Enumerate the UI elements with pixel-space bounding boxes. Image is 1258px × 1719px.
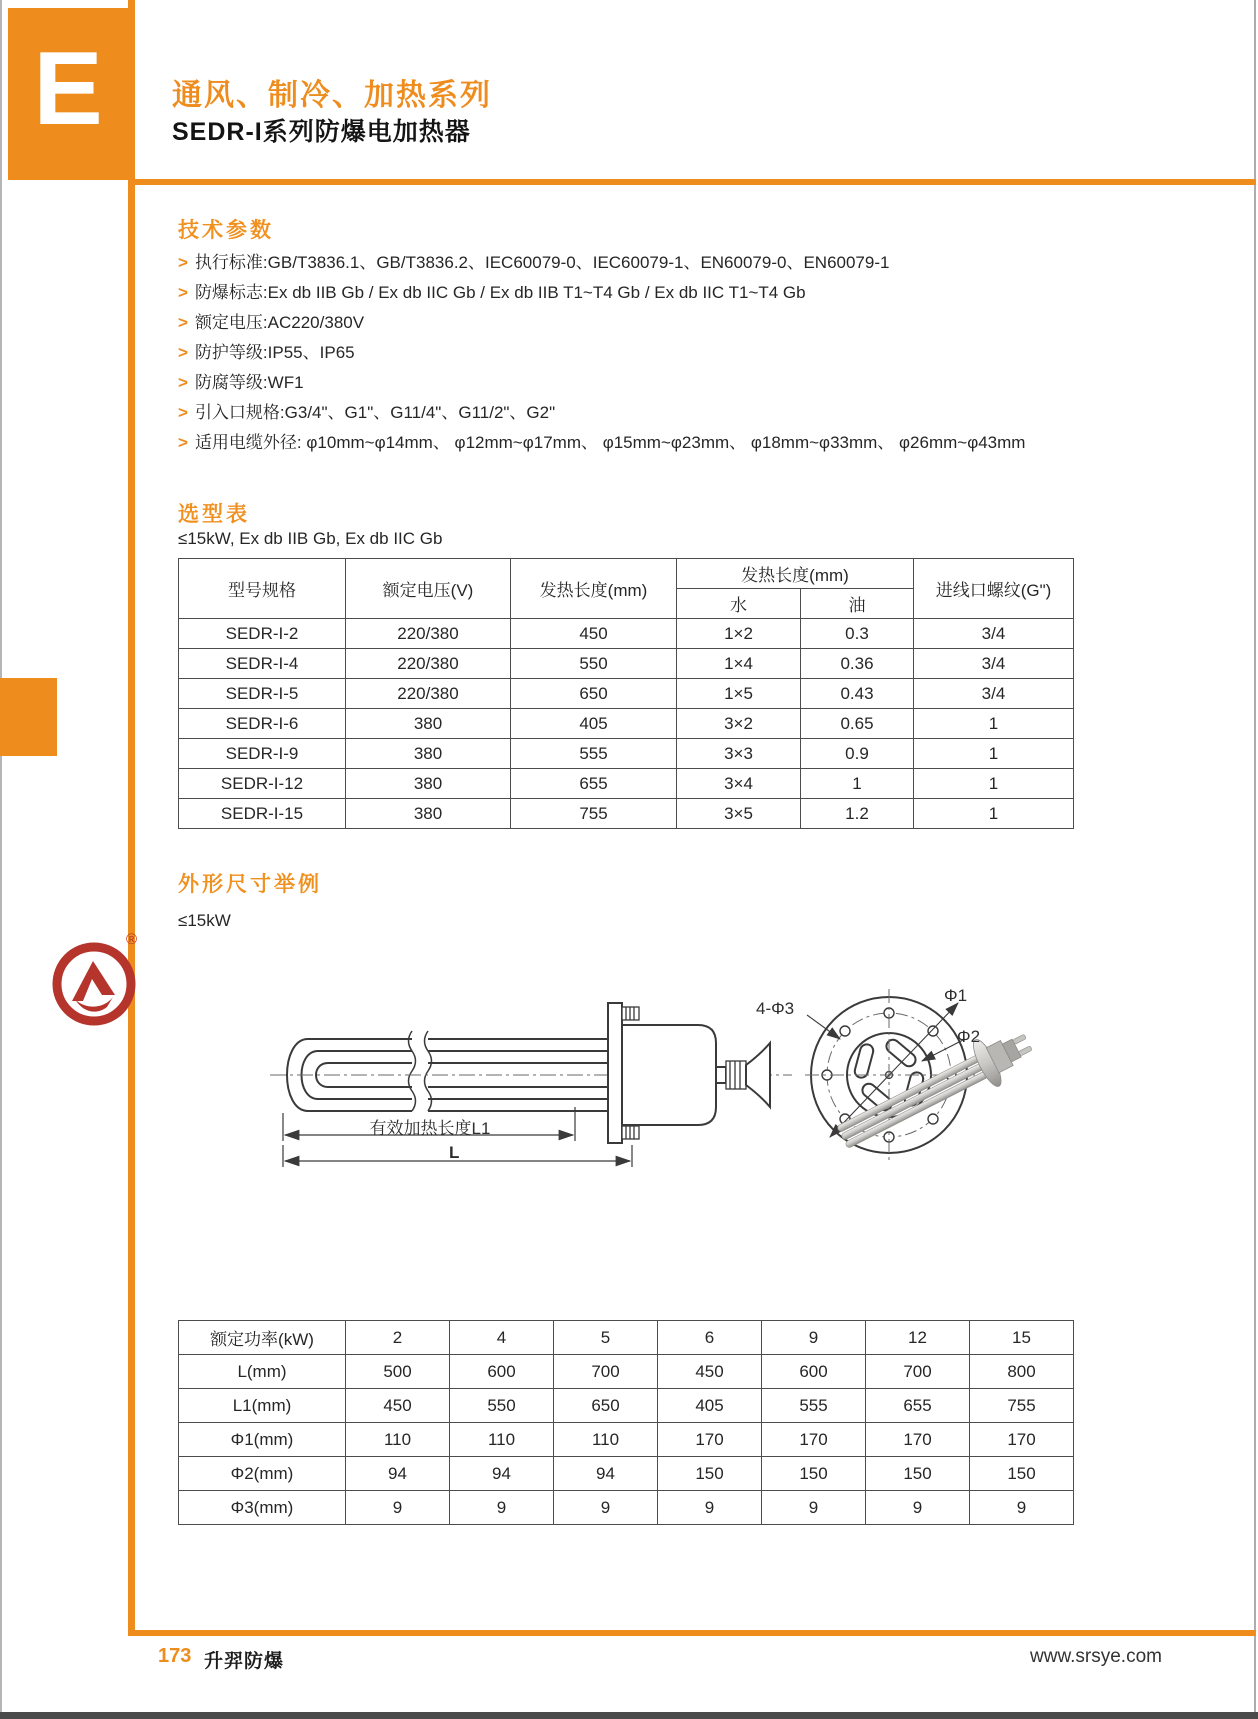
row-label: L1(mm) xyxy=(179,1389,346,1423)
table-row xyxy=(179,649,1074,679)
footer-website: www.srsye.com xyxy=(1030,1646,1162,1667)
cell: 550 xyxy=(450,1389,554,1423)
footer-brand: 升羿防爆 xyxy=(204,1651,285,1672)
param-text: 防腐等级:WF1 xyxy=(194,373,304,392)
param-text: 引入口规格:G3/4"、G1"、G11/4"、G11/2"、G2" xyxy=(194,403,556,422)
cell: 9 xyxy=(346,1491,450,1525)
table-row xyxy=(179,619,1074,649)
table-row xyxy=(179,709,1074,739)
cell: 600 xyxy=(762,1355,866,1389)
cell: 405 xyxy=(658,1389,762,1423)
cell: 3×5 xyxy=(677,799,801,829)
selection-table-note: ≤15kW, Ex db IIB Gb, Ex db IIC Gb xyxy=(178,529,443,548)
cell: 0.36 xyxy=(801,649,914,679)
cell: 0.65 xyxy=(801,709,914,739)
bullet-glyph: > xyxy=(178,403,188,422)
bolt-bottom xyxy=(622,1126,639,1139)
cell: 150 xyxy=(866,1457,970,1491)
cell: 3/4 xyxy=(914,619,1074,649)
tech-params-heading: 技术参数 xyxy=(178,219,274,242)
cell: 9 xyxy=(762,1491,866,1525)
param-line xyxy=(178,398,1108,428)
cell: 1×4 xyxy=(677,649,801,679)
photo-terminal-pin xyxy=(1013,1034,1027,1044)
product-subtitle: SEDR-I系列防爆电加热器 xyxy=(172,118,471,146)
cell: 650 xyxy=(554,1389,658,1423)
registered-mark: ® xyxy=(126,931,138,948)
cell: 2 xyxy=(346,1321,450,1355)
cell: 4 xyxy=(450,1321,554,1355)
param-line xyxy=(178,428,1108,458)
cell: 220/380 xyxy=(346,679,511,709)
cell: 755 xyxy=(511,799,677,829)
cell: 170 xyxy=(762,1423,866,1457)
page-edge-bottom xyxy=(0,1712,1258,1719)
label-effective-length: 有效加热长度L1 xyxy=(369,1119,491,1138)
cell-model: SEDR-I-4 xyxy=(179,649,346,679)
label-phi1: Φ1 xyxy=(944,986,968,1005)
cell: 170 xyxy=(658,1423,762,1457)
flange-plate xyxy=(608,1003,622,1143)
page-side-tab xyxy=(0,678,57,756)
cell: 110 xyxy=(554,1423,658,1457)
terminal-housing xyxy=(622,1025,716,1125)
col-header-thread: 进线口螺纹(G") xyxy=(914,559,1074,619)
cell-model: SEDR-I-6 xyxy=(179,709,346,739)
table-row xyxy=(179,739,1074,769)
cell: 380 xyxy=(346,739,511,769)
cell: 9 xyxy=(554,1491,658,1525)
flange-and-housing xyxy=(608,1003,770,1143)
cell: 170 xyxy=(970,1423,1074,1457)
cell: 800 xyxy=(970,1355,1074,1389)
table-row xyxy=(179,1491,1074,1525)
col-header-heat-length: 发热长度(mm) xyxy=(511,559,677,619)
cell: 5 xyxy=(554,1321,658,1355)
page-edge-right xyxy=(1254,0,1256,1719)
cell: 1×5 xyxy=(677,679,801,709)
cell-model: SEDR-I-9 xyxy=(179,739,346,769)
cell: 1 xyxy=(914,799,1074,829)
cell: 150 xyxy=(970,1457,1074,1491)
dimensions-note: ≤15kW xyxy=(178,911,231,930)
table-row xyxy=(179,1355,1074,1389)
series-title: 通风、制冷、加热系列 xyxy=(172,79,492,112)
gland-horn xyxy=(746,1043,770,1107)
cell: 0.3 xyxy=(801,619,914,649)
cell: 110 xyxy=(346,1423,450,1457)
cell: 450 xyxy=(658,1355,762,1389)
label-total-length: L xyxy=(449,1143,460,1162)
table-row xyxy=(179,679,1074,709)
cell: 655 xyxy=(511,769,677,799)
cell: 555 xyxy=(762,1389,866,1423)
cell: 220/380 xyxy=(346,649,511,679)
param-text: 防爆标志:Ex db IIB Gb / Ex db IIC Gb / Ex db IIB T1~T4 Gb / Ex db IIC T1~T4 Gb xyxy=(194,283,806,302)
table-row xyxy=(179,769,1074,799)
param-text: 适用电缆外径: φ10mm~φ14mm、 φ12mm~φ17mm、 φ15mm~φ23mm、 φ18mm~φ33mm、 φ26mm~φ43mm xyxy=(194,433,1026,452)
bullet-glyph: > xyxy=(178,253,188,272)
table-row xyxy=(179,1457,1074,1491)
cell: 1 xyxy=(801,769,914,799)
col-header-model: 型号规格 xyxy=(179,559,346,619)
cell: 6 xyxy=(658,1321,762,1355)
dimension-drawing xyxy=(230,955,1040,1205)
cell: 170 xyxy=(866,1423,970,1457)
cell: 380 xyxy=(346,769,511,799)
section-letter-block xyxy=(8,8,128,180)
cell: 555 xyxy=(511,739,677,769)
cell: 0.9 xyxy=(801,739,914,769)
bullet-glyph: > xyxy=(178,343,188,362)
cell: 9 xyxy=(450,1491,554,1525)
gland-nut xyxy=(726,1061,746,1089)
cell: 1 xyxy=(914,709,1074,739)
cell: 405 xyxy=(511,709,677,739)
dimensions-heading: 外形尺寸举例 xyxy=(178,873,322,896)
bullet-glyph: > xyxy=(178,313,188,332)
cell: 9 xyxy=(658,1491,762,1525)
page-edge-left xyxy=(0,0,2,1719)
param-line xyxy=(178,278,1108,308)
cell: 3/4 xyxy=(914,679,1074,709)
cell: 1 xyxy=(914,739,1074,769)
cell: 15 xyxy=(970,1321,1074,1355)
bolt-top xyxy=(622,1007,639,1020)
footer-page-number: 173 xyxy=(158,1645,192,1667)
photo-terminal-pin xyxy=(1018,1046,1032,1056)
selection-table xyxy=(178,558,1074,829)
col-header-water: 水 xyxy=(677,589,801,619)
cell: 94 xyxy=(554,1457,658,1491)
col-header-heat-length-group: 发热长度(mm) xyxy=(677,559,914,589)
cell: 220/380 xyxy=(346,619,511,649)
col-header-oil: 油 xyxy=(801,589,914,619)
dimension-table xyxy=(178,1320,1074,1525)
cell-model: SEDR-I-2 xyxy=(179,619,346,649)
row-label: Φ2(mm) xyxy=(179,1457,346,1491)
cell: 650 xyxy=(511,679,677,709)
row-label: Φ3(mm) xyxy=(179,1491,346,1525)
param-line xyxy=(178,308,1108,338)
param-text: 执行标准:GB/T3836.1、GB/T3836.2、IEC60079-0、IEC60079-1、EN60079-0、EN60079-1 xyxy=(194,253,890,272)
header-rule xyxy=(135,179,1256,185)
cell: 0.43 xyxy=(801,679,914,709)
tech-params-list xyxy=(178,248,1108,458)
row-label: L(mm) xyxy=(179,1355,346,1389)
cell: 600 xyxy=(450,1355,554,1389)
param-line xyxy=(178,338,1108,368)
cell: 3×4 xyxy=(677,769,801,799)
param-line xyxy=(178,248,1108,278)
cell: 3×3 xyxy=(677,739,801,769)
cell: 550 xyxy=(511,649,677,679)
cell: 9 xyxy=(970,1491,1074,1525)
cell: 655 xyxy=(866,1389,970,1423)
bullet-glyph: > xyxy=(178,373,188,392)
cell: 3/4 xyxy=(914,649,1074,679)
table-row xyxy=(179,799,1074,829)
cell: 3×2 xyxy=(677,709,801,739)
cell: 9 xyxy=(866,1491,970,1525)
cell-model: SEDR-I-15 xyxy=(179,799,346,829)
cell: 150 xyxy=(658,1457,762,1491)
bullet-glyph: > xyxy=(178,433,188,452)
cell: 110 xyxy=(450,1423,554,1457)
cell: 450 xyxy=(511,619,677,649)
cell: 1 xyxy=(914,769,1074,799)
param-text: 防护等级:IP55、IP65 xyxy=(194,343,355,362)
cell: 9 xyxy=(762,1321,866,1355)
cell: 700 xyxy=(866,1355,970,1389)
param-line xyxy=(178,368,1108,398)
label-bolt-holes: 4-Φ3 xyxy=(756,999,795,1018)
row-label: 额定功率(kW) xyxy=(179,1321,346,1355)
table-row xyxy=(179,1389,1074,1423)
cell: 1×2 xyxy=(677,619,801,649)
table-row xyxy=(179,1423,1074,1457)
cell: 500 xyxy=(346,1355,450,1389)
cell: 755 xyxy=(970,1389,1074,1423)
cell: 380 xyxy=(346,709,511,739)
selection-table-heading: 选型表 xyxy=(178,503,250,526)
section-letter: E xyxy=(33,31,103,147)
table-header-row xyxy=(179,559,1074,589)
gland-stem xyxy=(716,1067,726,1083)
cell: 94 xyxy=(346,1457,450,1491)
heater-side-view xyxy=(287,1031,608,1111)
cell: 1.2 xyxy=(801,799,914,829)
bullet-glyph: > xyxy=(178,283,188,302)
cell: 450 xyxy=(346,1389,450,1423)
cell-model: SEDR-I-12 xyxy=(179,769,346,799)
vertical-divider xyxy=(126,0,138,1636)
cell: 94 xyxy=(450,1457,554,1491)
cell: 700 xyxy=(554,1355,658,1389)
logo-peak xyxy=(72,961,115,1001)
footer-rule xyxy=(128,1630,1256,1636)
table-row xyxy=(179,1321,1074,1355)
cell: 12 xyxy=(866,1321,970,1355)
label-phi2: Φ2 xyxy=(957,1027,981,1046)
col-header-voltage: 额定电压(V) xyxy=(346,559,511,619)
cell-model: SEDR-I-5 xyxy=(179,679,346,709)
cell: 150 xyxy=(762,1457,866,1491)
param-text: 额定电压:AC220/380V xyxy=(194,313,365,332)
cell: 380 xyxy=(346,799,511,829)
row-label: Φ1(mm) xyxy=(179,1423,346,1457)
